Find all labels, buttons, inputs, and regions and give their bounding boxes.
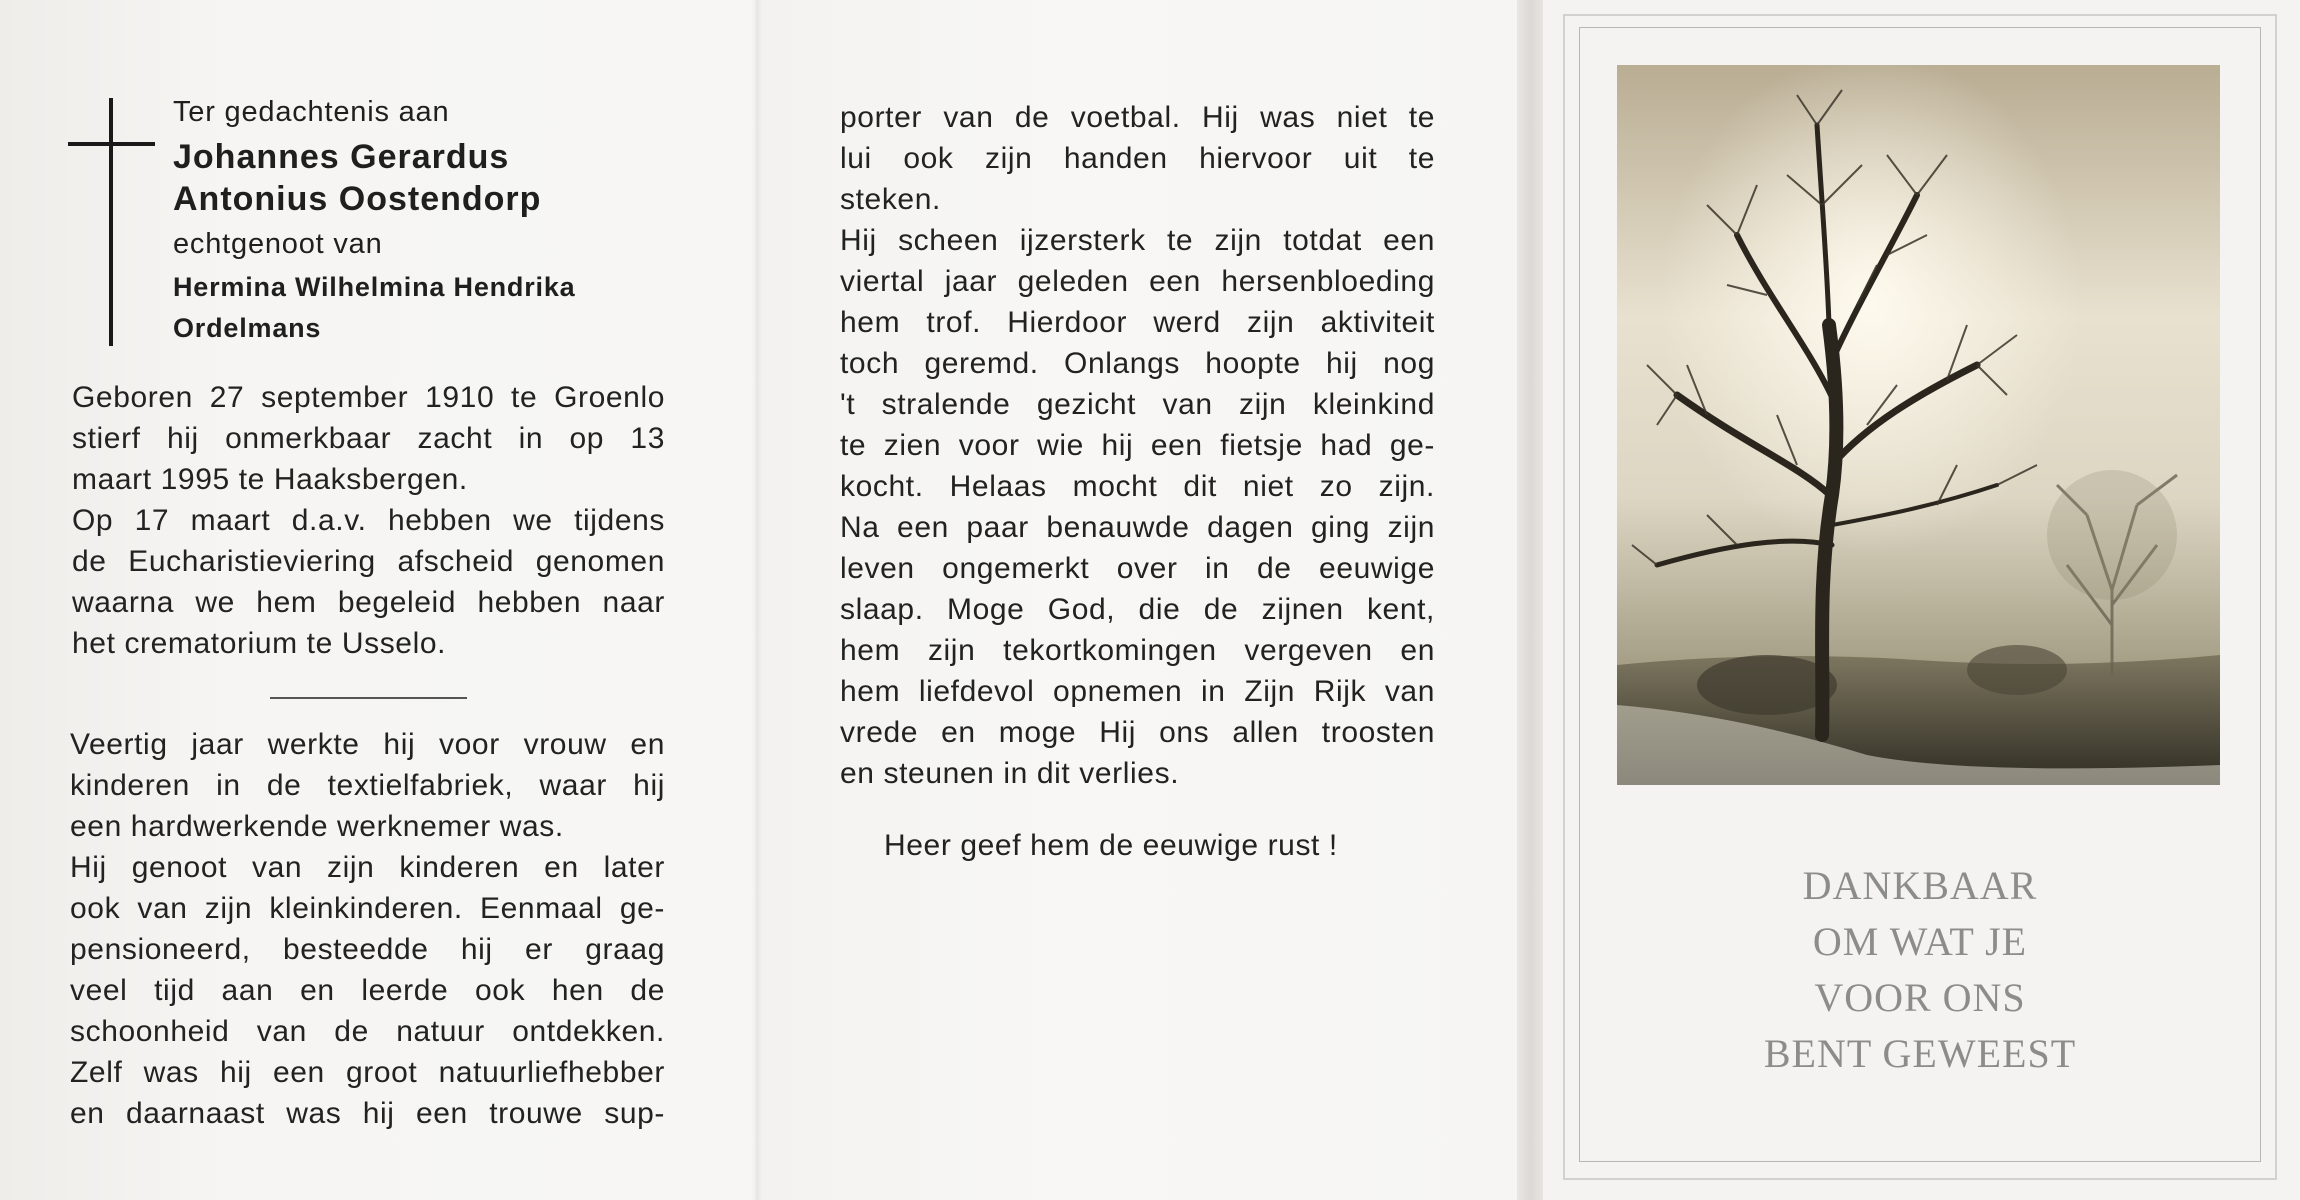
text-line: en steunen in dit verlies. [840,757,1180,790]
text-line: Veertig jaar werkte hij voor vrouw en [70,728,665,761]
spouse-name-line2: Ordelmans [173,313,322,343]
text-line: Hij scheen ijzersterk te zijn totdat een [840,224,1435,257]
relation-text: echtgenoot van [173,228,383,260]
cross-icon [109,98,113,346]
text-line: de Eucharistieviering afscheid genomen [72,545,665,578]
text-line: Hij genoot van zijn kinderen en later [70,851,665,884]
text-line: een hardwerkende werknemer was. [70,810,564,843]
text-line: Na een paar benauwde dagen ging zijn [840,511,1435,544]
deceased-name-line1: Johannes Gerardus [173,138,510,176]
separator-line [270,697,467,699]
text-line: maart 1995 te Haaksbergen. [72,463,468,496]
closing-prayer: Heer geef hem de eeuwige rust ! [884,829,1338,862]
text-line: toch geremd. Onlangs hoopte hij nog [840,347,1435,380]
text-line: ook van zijn kleinkinderen. Eenmaal ge- [70,892,665,925]
text-line: pensioneerd, besteedde hij er graag [70,933,665,966]
text-line: hem liefdevol opnemen in Zijn Rijk van [840,675,1435,708]
text-line: viertal jaar geleden een hersenbloeding [840,265,1435,298]
text-line: te zien voor wie hij een fietsje had ge- [840,429,1435,462]
text-line: het crematorium te Usselo. [72,627,447,660]
spouse-name-line1: Hermina Wilhelmina Hendrika [173,272,576,302]
text-line: Geboren 27 september 1910 te Groenlo [72,381,665,414]
tree-photo [1617,65,2220,785]
text-line: waarna we hem begeleid hebben naar [72,586,665,619]
text-line: veel tijd aan en leerde ook hen de [70,974,665,1007]
text-line: hem zijn tekortkomingen vergeven en [840,634,1435,667]
intro-text: Ter gedachtenis aan [173,96,450,128]
motto-line: BENT GEWEEST [1763,1031,2077,1076]
text-line: steken. [840,183,941,216]
text-line: vrede en moge Hij ons allen troosten [840,716,1435,749]
text-line: hem trof. Hierdoor werd zijn aktiviteit [840,306,1435,339]
cross-icon-bar [68,142,155,146]
text-line: kinderen in de textielfabriek, waar hij [70,769,665,802]
text-line: Op 17 maart d.a.v. hebben we tijdens [72,504,665,537]
text-line: Zelf was hij een groot natuurliefhebber [70,1056,665,1089]
text-line: porter van de voetbal. Hij was niet te [840,101,1435,134]
fold-crease [752,0,762,1200]
tree-landscape-image [1617,65,2220,785]
text-line: 't stralende gezicht van zijn kleinkind [840,388,1435,421]
text-line: leven ongemerkt over in de eeuwige [840,552,1435,585]
text-line: en daarnaast was hij een trouwe sup- [70,1097,665,1130]
text-line: stierf hij onmerkbaar zacht in op 13 [72,422,665,455]
motto-line: VOOR ONS [1814,975,2026,1020]
motto-line: DANKBAAR [1802,863,2038,908]
text-line: lui ook zijn handen hiervoor uit te [840,142,1435,175]
text-line: slaap. Moge God, die de zijnen kent, [840,593,1435,626]
card-gap [1517,0,1543,1200]
deceased-name-line2: Antonius Oostendorp [173,180,542,218]
text-line: kocht. Helaas mocht dit niet zo zijn. [840,470,1435,503]
text-line: schoonheid van de natuur ontdekken. [70,1015,665,1048]
motto-line: OM WAT JE [1812,919,2028,964]
